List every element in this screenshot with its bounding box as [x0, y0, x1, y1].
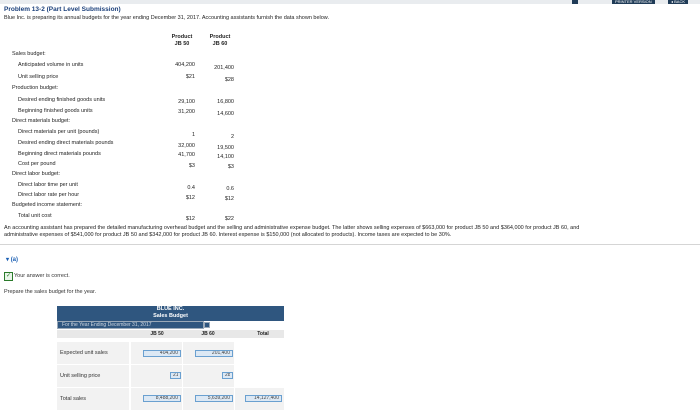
data-value-jb50: $21: [185, 74, 195, 80]
budget-row-label: Expected unit sales: [57, 342, 129, 364]
budget-header: [57, 306, 284, 321]
column-header-product-jb50: [162, 34, 202, 48]
chevron-down-icon[interactable]: [204, 322, 210, 328]
column-jb60: JB 60: [201, 331, 215, 337]
data-value-jb50: 32,000: [178, 143, 195, 149]
total-sales-jb50-input[interactable]: [143, 395, 181, 402]
data-label: Direct materials per unit (pounds): [18, 129, 100, 135]
divider: [0, 244, 700, 245]
data-label: Sales budget:: [12, 51, 46, 57]
data-value-jb50: 31,200: [178, 109, 195, 115]
budget-row-label: Unit selling price: [57, 365, 129, 387]
chevron-down-icon: ▾: [6, 257, 10, 263]
data-value-jb50: $12: [185, 195, 195, 201]
budget-name: Sales Budget: [153, 313, 188, 319]
column-header-line: Product: [171, 34, 193, 40]
data-value-jb60: 201,400: [214, 65, 234, 71]
data-value-jb60: 2: [230, 134, 234, 140]
data-value-jb60: 16,800: [217, 99, 234, 105]
column-jb50: JB 50: [150, 331, 164, 337]
data-label: Beginning finished goods units: [18, 108, 93, 114]
data-value-jb60: 19,500: [217, 145, 234, 151]
data-value-jb50: $3: [188, 163, 195, 169]
column-header-line: Product: [209, 34, 231, 40]
data-label: Budgeted income statement:: [12, 202, 83, 208]
data-label: Cost per pound: [18, 161, 56, 167]
data-label: Beginning direct materials pounds: [18, 151, 101, 157]
total-sales-total-input[interactable]: [245, 395, 282, 402]
answer-status: Your answer is correct.: [14, 273, 70, 279]
top-toolbar: [0, 0, 700, 4]
unit-selling-price-jb50-input[interactable]: [170, 372, 181, 379]
expected-unit-sales-jb60-input[interactable]: [195, 350, 233, 357]
sales-budget-form: [57, 306, 284, 410]
data-value-jb50: 0.4: [187, 185, 195, 191]
problem-title: Problem 13-2 (Part Level Submission): [4, 6, 121, 13]
budget-column-headers: [57, 330, 284, 338]
data-label: Direct materials budget:: [12, 118, 71, 124]
data-label: Total unit cost: [18, 213, 52, 219]
data-value-jb60: $3: [227, 164, 234, 170]
data-label: Anticipated volume in units: [18, 62, 84, 68]
scenario-text-line: administrative expenses of $541,000 for product JB 50 and $342,000 for product JB 60. Interest expense is $150,000 (not allocated to products). Income taxes are expected to be 30%.: [4, 232, 452, 238]
data-label: Direct labor time per unit: [18, 182, 78, 188]
budget-row-label: Total sales: [57, 388, 129, 410]
data-label: Desired ending direct materials pounds: [18, 140, 114, 146]
check-icon: ✓: [5, 273, 12, 279]
data-label: Direct labor rate per hour: [18, 192, 80, 198]
period-select[interactable]: For the Year Ending December 31, 2017: [57, 321, 204, 329]
printer-version-button[interactable]: PRINTER VERSION: [612, 0, 655, 4]
data-value-jb60: $12: [224, 196, 234, 202]
part-label: (a): [10, 257, 19, 263]
data-label: Production budget:: [12, 85, 59, 91]
toolbar-button[interactable]: [572, 0, 578, 4]
data-value-jb50: 41,700: [178, 152, 195, 158]
scenario-text-line: An accounting assistant has prepared the detailed manufacturing overhead budget and the selling and administrative expense budget. The latter shows selling expenses of $663,000 for product JB 50 and $364,000 for product JB 60, and: [4, 225, 580, 231]
data-value-jb60: 14,600: [217, 111, 234, 117]
data-value-jb50: 29,100: [178, 99, 195, 105]
company-name: BLUE INC.: [156, 306, 185, 312]
expected-unit-sales-jb50-input[interactable]: [143, 350, 181, 357]
data-value-jb60: $28: [224, 77, 234, 83]
total-sales-jb60-input[interactable]: [195, 395, 233, 402]
data-value-jb60: 0.6: [226, 186, 234, 192]
column-total: Total: [257, 331, 269, 337]
data-value-jb60: $22: [224, 216, 234, 222]
data-value-jb50: 404,200: [175, 62, 195, 68]
data-value-jb50: 1: [191, 132, 195, 138]
problem-intro: Blue Inc. is preparing its annual budgets for the year ending December 31, 2017. Accounting assistants furnish the data shown below.: [4, 15, 330, 21]
data-value-jb50: $12: [185, 216, 195, 222]
back-button[interactable]: ◂ BACK: [668, 0, 688, 4]
data-label: Desired ending finished goods units: [18, 97, 106, 103]
data-label: Direct labor budget:: [12, 171, 60, 177]
column-header-line: JB 50: [174, 41, 190, 47]
data-value-jb60: 14,100: [217, 154, 234, 160]
column-header-product-jb60: [200, 34, 240, 48]
part-a-toggle[interactable]: [6, 256, 18, 263]
column-header-line: JB 60: [212, 41, 228, 47]
data-label: Unit selling price: [18, 74, 59, 80]
question-prompt: Prepare the sales budget for the year.: [4, 289, 97, 295]
unit-selling-price-jb60-input[interactable]: [222, 372, 233, 379]
